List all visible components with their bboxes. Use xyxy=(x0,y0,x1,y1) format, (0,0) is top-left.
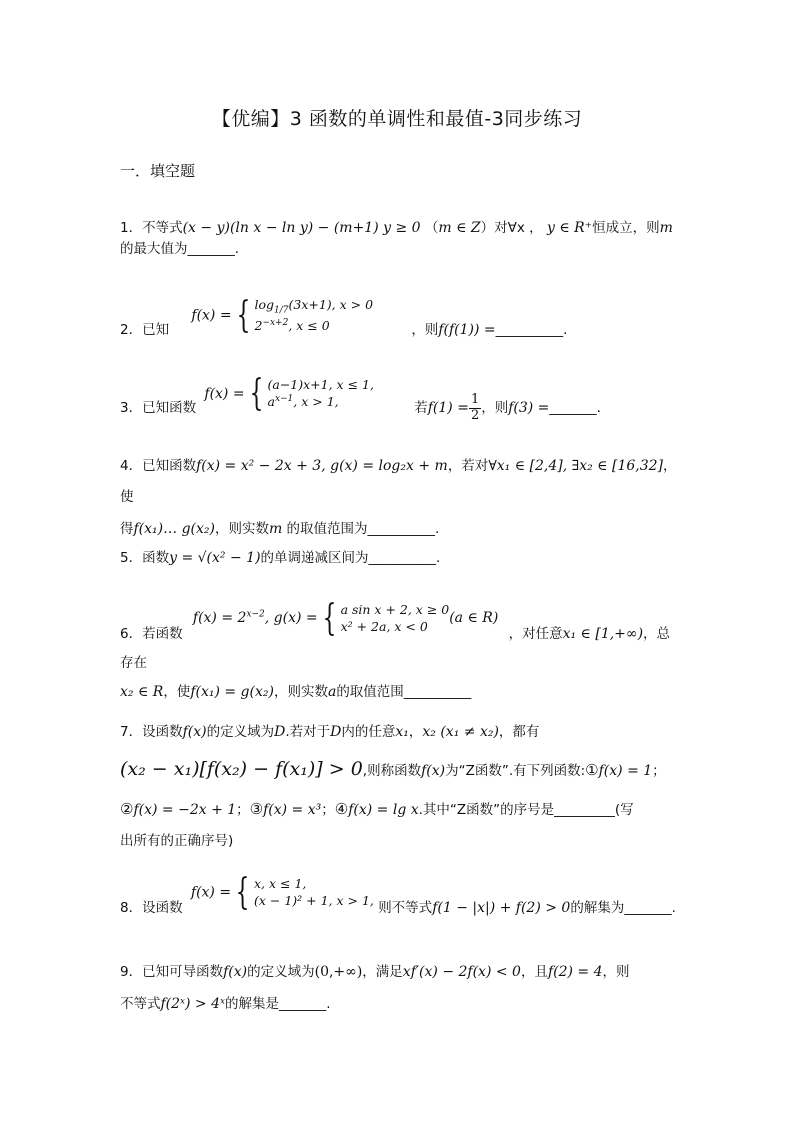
p7-f1: f(x) = 1 xyxy=(598,763,653,780)
p3-case2-rest: , x > 1, xyxy=(293,394,339,410)
problem-9 xyxy=(120,956,680,1020)
p9-line2b: 的解集是_______. xyxy=(225,996,331,1013)
p3-frac-den: 2 xyxy=(470,407,480,423)
p7-ineq: (x₂ − x₁)[f(x₂) − f(x₁)] > 0 xyxy=(120,758,363,781)
p6-text-e: ，则实数 xyxy=(273,683,328,700)
p7-text-b: 的定义域为 xyxy=(206,724,275,740)
p6-piecewise xyxy=(192,597,499,639)
page-title: 【优编】3 函数的单调性和最值-3同步练习 xyxy=(211,108,583,130)
problem-8 xyxy=(120,872,680,919)
p2-case2-rest: , x ≤ 0 xyxy=(288,317,330,333)
p3-text-b: 若 xyxy=(414,400,428,416)
p7-line3: 出所有的正确序号) xyxy=(120,833,234,850)
problem-7 xyxy=(120,716,680,857)
p7-text-e: ， xyxy=(408,724,423,740)
p6-cond2: x₁ ∈ [1,+∞) xyxy=(562,626,644,642)
p3-cases xyxy=(267,377,373,412)
p7-f4: f(x) = lg x xyxy=(348,801,419,818)
p6-cases xyxy=(341,602,450,636)
p9-dom: (0,+∞) xyxy=(314,964,363,980)
p2-ff: f(f(1)) = xyxy=(438,322,496,338)
p2-case1-rest: (3x+1), x > 0 xyxy=(288,297,374,313)
p1-line2: 的最大值为_______. xyxy=(120,241,240,257)
p2-case1-base: 1/7 xyxy=(274,305,289,316)
p7-text-l: .其中“Z函数”的序号是_________(写 xyxy=(418,801,634,818)
p9-line2a: 不等式 xyxy=(120,996,161,1013)
p8-piecewise xyxy=(190,871,374,913)
p8-case2: (x − 1)² + 1, x > 1, xyxy=(253,893,374,908)
p7-text-c: .若对于 xyxy=(285,724,331,740)
p9-cond: xf′(x) − 2f(x) < 0 xyxy=(402,964,521,980)
p7-x2: x₂ (x₁ ≠ x₂) xyxy=(422,724,499,740)
p7-text-h: 为“Z函数”.有下列函数: xyxy=(445,763,586,780)
p4-text-e: ，则实数 xyxy=(214,521,269,538)
problem-2 xyxy=(120,290,680,341)
p1-cond2: y ∈ R⁺ xyxy=(546,220,593,236)
p9-text-a: 9．已知可导函数 xyxy=(120,964,224,980)
p4-text-d: 得 xyxy=(120,521,134,538)
p6-case2: x² + 2a, x < 0 xyxy=(340,619,428,634)
p9-text-e: ，则 xyxy=(602,964,630,980)
p9-text-c: ，满足 xyxy=(362,964,403,980)
p4-text-a: 4．已知函数 xyxy=(120,458,197,474)
p7-fx2: f(x) xyxy=(421,763,446,780)
p2-piecewise xyxy=(191,294,374,336)
p7-text-i: ； xyxy=(652,763,666,780)
p9-ineq: f(2ˣ) > 4ˣ xyxy=(160,996,225,1013)
problem-1 xyxy=(120,218,680,259)
problem-6 xyxy=(120,598,680,707)
p7-f3: f(x) = x³ xyxy=(263,801,322,818)
p5-expr: y = √(x² − 1) xyxy=(169,550,261,566)
p6-text-b: ，对任意 xyxy=(508,626,563,642)
p8-text-a: 8．设函数 xyxy=(120,900,183,916)
p7-text-k: ； xyxy=(321,801,335,818)
p2-case2-base: 2 xyxy=(254,317,263,333)
p6-text-c: ，总存在 xyxy=(120,626,671,672)
p3-case2-base: a xyxy=(267,394,275,410)
p7-text-d: 内的任意 xyxy=(341,724,396,740)
p6-text-d: ，使 xyxy=(163,683,191,700)
p6-expr-rest: , g(x) = xyxy=(264,610,318,627)
problem-5 xyxy=(120,548,680,569)
p6-expr: f(x) = 2 xyxy=(192,610,247,627)
p2-fx: f(x) = xyxy=(191,307,232,324)
p2-case1-log: log xyxy=(254,297,275,313)
p3-blank: _______. xyxy=(549,400,601,416)
p8-text-b: 则不等式 xyxy=(378,900,433,916)
section-heading: 一．填空题 xyxy=(120,162,196,180)
p4-expr2: f(x₁)… g(x₂) xyxy=(133,521,215,538)
p6-expr-exp: x−2 xyxy=(246,609,265,620)
p4-var: m xyxy=(268,521,283,538)
p3-fraction xyxy=(469,393,481,423)
p7-text-f: ，都有 xyxy=(498,724,540,740)
p1-text-c: ）对∀x ， xyxy=(480,220,543,236)
p7-text-j: ； xyxy=(236,801,250,818)
p3-case1: (a−1)x+1, x ≤ 1, xyxy=(267,376,374,392)
p7-c1: ① xyxy=(585,761,599,780)
p6-brace: { xyxy=(322,597,336,639)
p5-text-b: 的单调递减区间为__________. xyxy=(260,550,441,566)
p7-fx: f(x) xyxy=(182,724,207,740)
p1-var: m xyxy=(659,220,673,236)
p4-text-c: ，使 xyxy=(120,458,677,506)
p3-frac-num: 1 xyxy=(470,392,480,408)
p6-cond: (a ∈ R) xyxy=(449,610,499,627)
p1-text-a: 1．不等式 xyxy=(120,220,183,236)
p2-text-a: 2．已知 xyxy=(120,322,170,338)
p5-text-a: 5．函数 xyxy=(120,550,170,566)
p3-case2-exp: x−1 xyxy=(274,394,294,405)
p3-brace: { xyxy=(249,372,263,414)
p4-text-b: ，若对 xyxy=(447,458,489,474)
p9-fx: f(x) xyxy=(223,964,248,980)
p9-text-d: ，且 xyxy=(520,964,548,980)
p8-fx: f(x) = xyxy=(190,884,232,901)
p4-text-f: 的取值范围为__________. xyxy=(286,521,440,538)
p6-var: a xyxy=(327,683,337,700)
problem-4 xyxy=(120,450,680,545)
p7-D: D xyxy=(274,724,286,740)
p6-text-f: 的取值范围__________ xyxy=(336,683,472,700)
p4-expr: f(x) = x² − 2x + 3, g(x) = log₂x + m xyxy=(196,458,448,474)
p3-f1: f(1) = xyxy=(427,400,469,416)
p7-c4: ④ xyxy=(334,799,349,818)
p2-blank: __________. xyxy=(495,322,568,338)
p1-expr: (x − y)(ln x − ln y) − (m+1) y ≥ 0 xyxy=(182,220,421,236)
p7-text-g: ,则称函数 xyxy=(362,763,422,780)
p1-text-b: （ xyxy=(424,220,439,236)
p8-text-c: 的解集为_______. xyxy=(570,900,676,916)
p6-x2: x₂ ∈ R xyxy=(120,683,164,700)
p6-eq: f(x₁) = g(x₂) xyxy=(190,683,274,700)
p8-ineq: f(1 − |x|) + f(2) > 0 xyxy=(432,900,571,916)
p2-brace: { xyxy=(236,294,250,336)
p4-cond: ∀x₁ ∈ [2,4], ∃x₂ ∈ [16,32] xyxy=(488,458,663,474)
p2-cases xyxy=(254,297,373,335)
p1-text-d: 恒成立，则 xyxy=(592,220,660,236)
p7-text-a: 7．设函数 xyxy=(120,724,183,740)
p3-f3: f(3) = xyxy=(508,400,550,416)
p6-case1: a sin x + 2, x ≥ 0 xyxy=(340,602,450,618)
p7-c3: ③ xyxy=(249,799,264,818)
p6-fx xyxy=(193,610,318,626)
p9-f2: f(2) = 4 xyxy=(547,964,603,980)
p8-brace: { xyxy=(235,871,250,913)
p8-case1: x, x ≤ 1, xyxy=(253,876,307,892)
p7-f2: f(x) = −2x + 1 xyxy=(133,801,237,818)
p3-text-a: 3．已知函数 xyxy=(120,400,197,416)
p1-cond: m ∈ Z xyxy=(438,220,481,236)
p6-text-a: 6．若函数 xyxy=(120,626,183,642)
p8-cases xyxy=(254,876,374,910)
p7-x1: x₁ xyxy=(395,724,409,740)
p2-text-b: ，则 xyxy=(411,322,439,338)
p3-piecewise xyxy=(204,372,374,414)
p9-text-b: 的定义域为 xyxy=(247,964,315,980)
p7-c2: ② xyxy=(120,799,134,818)
p7-D2: D xyxy=(330,724,342,740)
p2-case2-exp: −x+2 xyxy=(262,317,289,328)
problem-3 xyxy=(120,368,680,423)
p3-fx: f(x) = xyxy=(204,385,245,402)
p3-text-c: ，则 xyxy=(481,400,509,416)
